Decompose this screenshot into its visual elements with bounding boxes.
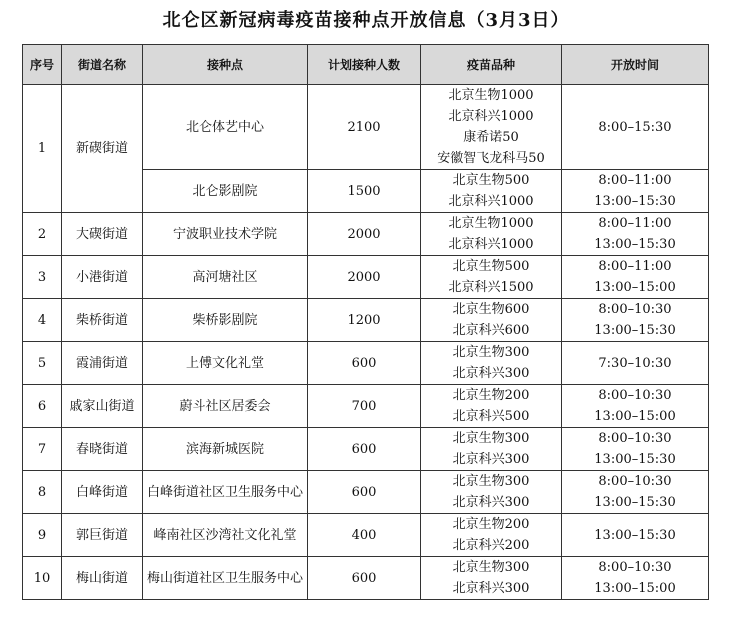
cell-open-times bbox=[562, 342, 709, 385]
vaccine-entry: 北京生物300 bbox=[452, 560, 530, 575]
time-slot: 13:00–15:30 bbox=[594, 495, 676, 510]
cell-street: 霞浦街道 bbox=[62, 342, 143, 385]
cell-vaccines bbox=[421, 514, 562, 557]
vaccine-entry: 北京生物500 bbox=[452, 259, 530, 274]
time-slot: 13:00–15:30 bbox=[594, 452, 676, 467]
time-slot: 13:00–15:00 bbox=[594, 280, 676, 295]
cell-planned: 2100 bbox=[308, 85, 421, 170]
time-slot: 13:00–15:30 bbox=[594, 527, 676, 543]
cell-vaccines bbox=[421, 342, 562, 385]
cell-vaccines bbox=[421, 299, 562, 342]
table-row bbox=[23, 256, 709, 299]
cell-open-times bbox=[562, 471, 709, 514]
table-row bbox=[23, 514, 709, 557]
cell-planned: 700 bbox=[308, 385, 421, 428]
table-row bbox=[23, 299, 709, 342]
vaccine-entry: 北京科兴1500 bbox=[448, 280, 534, 295]
cell-street: 大碶街道 bbox=[62, 213, 143, 256]
vaccine-entry: 安徽智飞龙科马50 bbox=[437, 151, 545, 166]
cell-no: 5 bbox=[23, 342, 62, 385]
vaccine-entry: 北京科兴300 bbox=[452, 495, 530, 510]
cell-open-times bbox=[562, 299, 709, 342]
vaccine-entry: 北京科兴300 bbox=[452, 581, 530, 596]
cell-street: 小港街道 bbox=[62, 256, 143, 299]
vaccination-sites-table bbox=[22, 44, 709, 600]
table-row bbox=[23, 213, 709, 256]
time-slot: 8:00–15:30 bbox=[598, 119, 672, 135]
cell-site: 柴桥影剧院 bbox=[143, 299, 308, 342]
cell-no: 9 bbox=[23, 514, 62, 557]
cell-no: 3 bbox=[23, 256, 62, 299]
header-planned: 计划接种人数 bbox=[308, 45, 421, 85]
cell-street: 戚家山街道 bbox=[62, 385, 143, 428]
header-open-time: 开放时间 bbox=[562, 45, 709, 85]
cell-street: 春晓街道 bbox=[62, 428, 143, 471]
cell-open-times bbox=[562, 385, 709, 428]
cell-open-times bbox=[562, 428, 709, 471]
vaccine-entry: 北京生物1000 bbox=[448, 216, 534, 231]
cell-street: 梅山街道 bbox=[62, 557, 143, 600]
time-slot: 13:00–15:00 bbox=[594, 581, 676, 596]
cell-no: 1 bbox=[23, 85, 62, 213]
vaccine-entry: 北京科兴600 bbox=[452, 323, 530, 338]
page-title: 北仑区新冠病毒疫苗接种点开放信息（3月3日） bbox=[162, 10, 570, 31]
vaccine-entry: 北京生物200 bbox=[452, 388, 530, 403]
time-slot: 8:00–11:00 bbox=[598, 173, 672, 188]
vaccine-entry: 康希诺50 bbox=[463, 130, 519, 145]
cell-planned: 400 bbox=[308, 514, 421, 557]
table-row bbox=[23, 471, 709, 514]
cell-vaccines bbox=[421, 256, 562, 299]
cell-site: 上傅文化礼堂 bbox=[143, 342, 308, 385]
vaccine-entry: 北京生物300 bbox=[452, 345, 530, 360]
time-slot: 13:00–15:30 bbox=[594, 194, 676, 209]
cell-planned: 600 bbox=[308, 342, 421, 385]
header-no: 序号 bbox=[23, 45, 62, 85]
cell-vaccines bbox=[421, 213, 562, 256]
vaccine-entry: 北京生物600 bbox=[452, 302, 530, 317]
time-slot: 13:00–15:30 bbox=[594, 323, 676, 338]
time-slot: 8:00–11:00 bbox=[598, 259, 672, 274]
vaccine-entry: 北京生物300 bbox=[452, 474, 530, 489]
vaccine-entry: 北京科兴200 bbox=[452, 538, 530, 553]
time-slot: 13:00–15:30 bbox=[594, 237, 676, 252]
cell-vaccines bbox=[421, 471, 562, 514]
cell-site: 滨海新城医院 bbox=[143, 428, 308, 471]
cell-vaccines bbox=[421, 385, 562, 428]
header-site: 接种点 bbox=[143, 45, 308, 85]
cell-planned: 2000 bbox=[308, 213, 421, 256]
time-slot: 8:00–10:30 bbox=[598, 474, 672, 489]
vaccine-entry: 北京科兴300 bbox=[452, 366, 530, 381]
cell-street: 郭巨街道 bbox=[62, 514, 143, 557]
cell-planned: 2000 bbox=[308, 256, 421, 299]
time-slot: 7:30–10:30 bbox=[598, 355, 672, 371]
table-row bbox=[23, 385, 709, 428]
time-slot: 8:00–10:30 bbox=[598, 388, 672, 403]
time-slot: 8:00–10:30 bbox=[598, 560, 672, 575]
vaccine-entry: 北京生物300 bbox=[452, 431, 530, 446]
cell-no: 7 bbox=[23, 428, 62, 471]
time-slot: 8:00–10:30 bbox=[598, 431, 672, 446]
cell-site: 北仑体艺中心 bbox=[143, 85, 308, 170]
table-row bbox=[23, 342, 709, 385]
vaccine-entry: 北京生物1000 bbox=[448, 88, 534, 103]
cell-vaccines bbox=[421, 170, 562, 213]
cell-site: 北仑影剧院 bbox=[143, 170, 308, 213]
cell-site: 白峰街道社区卫生服务中心 bbox=[143, 471, 308, 514]
vaccine-entry: 北京科兴1000 bbox=[448, 109, 534, 124]
cell-vaccines bbox=[421, 428, 562, 471]
table-row bbox=[23, 85, 709, 170]
cell-street: 白峰街道 bbox=[62, 471, 143, 514]
cell-open-times bbox=[562, 256, 709, 299]
cell-no: 8 bbox=[23, 471, 62, 514]
cell-planned: 600 bbox=[308, 471, 421, 514]
cell-open-times bbox=[562, 557, 709, 600]
vaccine-entry: 北京科兴500 bbox=[452, 409, 530, 424]
cell-open-times bbox=[562, 514, 709, 557]
time-slot: 8:00–10:30 bbox=[598, 302, 672, 317]
cell-planned: 600 bbox=[308, 428, 421, 471]
cell-site: 高河塘社区 bbox=[143, 256, 308, 299]
time-slot: 13:00–15:00 bbox=[594, 409, 676, 424]
vaccine-entry: 北京科兴1000 bbox=[448, 237, 534, 252]
cell-open-times bbox=[562, 170, 709, 213]
cell-open-times bbox=[562, 85, 709, 170]
cell-planned: 600 bbox=[308, 557, 421, 600]
header-vaccine: 疫苗品种 bbox=[421, 45, 562, 85]
vaccine-entry: 北京生物200 bbox=[452, 517, 530, 532]
cell-vaccines bbox=[421, 557, 562, 600]
header-street: 街道名称 bbox=[62, 45, 143, 85]
table-body bbox=[23, 85, 709, 600]
vaccine-entry: 北京生物500 bbox=[452, 173, 530, 188]
cell-site: 宁波职业技术学院 bbox=[143, 213, 308, 256]
cell-open-times bbox=[562, 213, 709, 256]
cell-street: 柴桥街道 bbox=[62, 299, 143, 342]
time-slot: 8:00–11:00 bbox=[598, 216, 672, 231]
table-row bbox=[23, 557, 709, 600]
cell-planned: 1500 bbox=[308, 170, 421, 213]
table-header-row bbox=[23, 45, 709, 85]
vaccine-entry: 北京科兴300 bbox=[452, 452, 530, 467]
cell-site: 蔚斗社区居委会 bbox=[143, 385, 308, 428]
table-row bbox=[23, 428, 709, 471]
cell-no: 4 bbox=[23, 299, 62, 342]
vaccine-entry: 北京科兴1000 bbox=[448, 194, 534, 209]
cell-vaccines bbox=[421, 85, 562, 170]
cell-planned: 1200 bbox=[308, 299, 421, 342]
cell-site: 峰南社区沙湾社文化礼堂 bbox=[143, 514, 308, 557]
cell-street: 新碶街道 bbox=[62, 85, 143, 213]
cell-no: 10 bbox=[23, 557, 62, 600]
cell-no: 2 bbox=[23, 213, 62, 256]
cell-no: 6 bbox=[23, 385, 62, 428]
cell-site: 梅山街道社区卫生服务中心 bbox=[143, 557, 308, 600]
